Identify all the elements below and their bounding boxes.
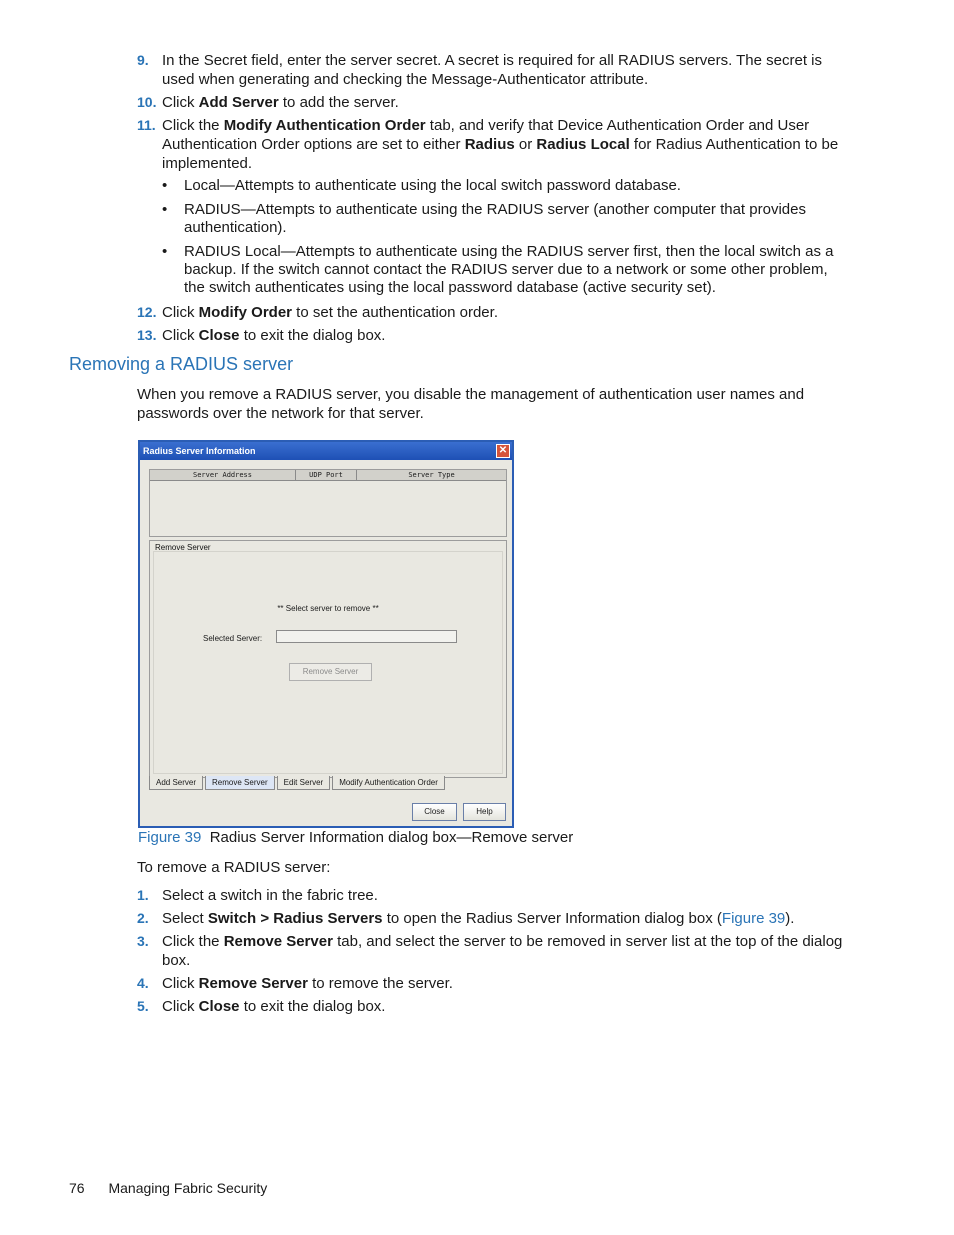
step-text: for Radius Authentication to be implemented.: [162, 136, 839, 172]
ui-term: Radius: [464, 136, 515, 153]
step-number: 5.: [137, 998, 149, 1014]
step-10: [137, 93, 849, 112]
remove-steps: [137, 886, 849, 1020]
step-text: Click: [162, 327, 199, 344]
intro-paragraph: When you remove a RADIUS server, you disable the management of authentication user names and passwords over the network for that server.: [137, 386, 805, 422]
step-text: to exit the dialog box.: [239, 998, 386, 1015]
tab-remove-server[interactable]: Remove Server: [205, 776, 275, 790]
step-text: to remove the server.: [307, 975, 453, 992]
selected-server-field[interactable]: [276, 630, 457, 643]
step-number: 2.: [137, 910, 149, 926]
bullet-desc: —Attempts to authenticate using the RADIUS server first, then the local switch as a backup. If the switch cannot contact the RADIUS server due to a network or some other problem, the switch authenticates using the local password database (active security set).: [184, 243, 834, 296]
step-text: Click: [162, 975, 199, 992]
step-text: ).: [785, 910, 795, 927]
table-header: [150, 470, 506, 481]
ui-term: Remove Server: [198, 975, 308, 992]
remove-step-2: [137, 909, 849, 928]
ui-term: Add Server: [198, 94, 279, 111]
column-server-type[interactable]: Server Type: [408, 471, 455, 479]
tab-modify-authentication-order[interactable]: Modify Authentication Order: [332, 776, 445, 790]
step-text: to open the Radius Server Information dialog box (: [382, 910, 722, 927]
chapter-title: Managing Fabric Security: [108, 1180, 268, 1196]
remove-step-5: [137, 997, 849, 1016]
close-icon[interactable]: ✕: [496, 444, 510, 458]
step-text: Click the: [162, 117, 224, 134]
bullet-term: Local: [184, 177, 220, 194]
section-title: Removing a RADIUS server: [69, 354, 294, 374]
bullet-radius: [162, 201, 849, 237]
step-text: Click: [162, 304, 199, 321]
remove-step-1: [137, 886, 849, 905]
figure-label: Figure 39: [138, 829, 202, 846]
help-button[interactable]: Help: [463, 803, 506, 821]
ui-term: Remove Server: [223, 933, 333, 950]
tab-add-server[interactable]: Add Server: [149, 776, 203, 790]
step-number: 4.: [137, 975, 149, 991]
dialog-titlebar: [140, 442, 512, 460]
ui-term: Switch > Radius Servers: [207, 910, 383, 927]
remove-server-group: [149, 540, 507, 778]
step-11: [137, 116, 849, 173]
column-server-address[interactable]: Server Address: [150, 470, 296, 480]
step-text: Select: [162, 910, 208, 927]
bullet-desc: —Attempts to authenticate using the RADIUS server (another computer that provides authentication).: [184, 201, 806, 236]
figure-link[interactable]: Figure 39: [721, 910, 786, 927]
step-number: 13.: [137, 327, 157, 343]
step-text: to add the server.: [278, 94, 399, 111]
step-number: 9.: [137, 52, 149, 68]
selected-server-label: Selected Server:: [203, 634, 263, 643]
step-9: [137, 51, 849, 89]
ui-term: Modify Authentication Order: [223, 117, 426, 134]
radius-server-dialog: [138, 440, 514, 828]
step-13: [137, 326, 849, 345]
step-text: tab, and verify that Device Authentication Order and User Authentication Order options are set to either: [162, 117, 810, 153]
remove-step-4: [137, 974, 849, 993]
caption-text: Radius Server Information dialog box—Remove server: [201, 829, 574, 846]
ui-term: Close: [198, 998, 240, 1015]
step-text: tab, and select the server to be removed in server list at the top of the dialog box.: [162, 933, 843, 969]
bullet-local: [162, 177, 849, 195]
group-inner: [153, 551, 503, 774]
step-text: Click: [162, 998, 199, 1015]
server-table[interactable]: [149, 469, 507, 537]
page-footer: [69, 1180, 267, 1196]
step-number: 3.: [137, 933, 149, 949]
remove-server-button[interactable]: Remove Server: [289, 663, 372, 681]
step-text: or: [514, 136, 537, 153]
dialog-tabs: [149, 776, 447, 790]
ui-term: Modify Order: [198, 304, 293, 321]
step-number: 12.: [137, 304, 157, 320]
bullet-radius-local: [162, 243, 849, 297]
bullet-term: RADIUS: [184, 201, 241, 218]
step-number: 1.: [137, 887, 149, 903]
bullet-term: RADIUS Local: [184, 243, 281, 260]
bullet-desc: —Attempts to authenticate using the local switch password database.: [219, 177, 681, 194]
dialog-title: Radius Server Information: [143, 446, 256, 456]
step-number: 10.: [137, 94, 157, 110]
step-text: Click the: [162, 933, 224, 950]
step-text: to exit the dialog box.: [239, 327, 386, 344]
close-button[interactable]: Close: [412, 803, 457, 821]
step-text: Click: [162, 94, 199, 111]
steps-9-13: [137, 51, 849, 349]
figure-caption: [138, 829, 573, 846]
step-text: to set the authentication order.: [292, 304, 498, 321]
step-text: Select a switch in the fabric tree.: [162, 887, 378, 904]
lead-text: To remove a RADIUS server:: [137, 859, 331, 876]
ui-term: Radius Local: [536, 136, 630, 153]
ui-term: Close: [198, 327, 240, 344]
column-udp-port[interactable]: UDP Port: [296, 470, 357, 480]
page-number: 76: [69, 1180, 85, 1196]
step-12: [137, 303, 849, 322]
remove-step-3: [137, 932, 849, 970]
tab-edit-server[interactable]: Edit Server: [277, 776, 331, 790]
group-label: Remove Server: [155, 543, 211, 552]
select-hint: ** Select server to remove **: [277, 604, 379, 613]
step-number: 11.: [137, 117, 156, 133]
step-text: In the Secret field, enter the server secret. A secret is required for all RADIUS servers. The secret is used when generating and checking the Message-Authenticator attribute.: [162, 52, 822, 88]
